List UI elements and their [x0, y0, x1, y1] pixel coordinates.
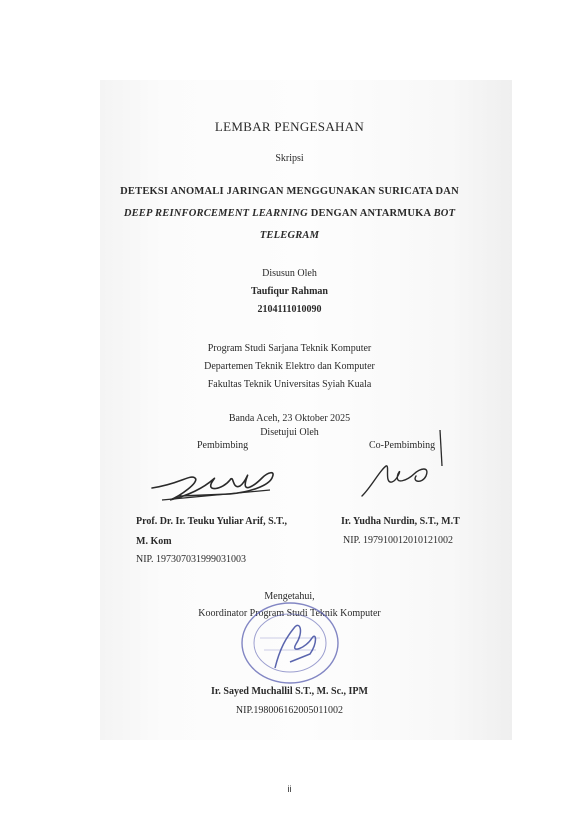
co-supervisor-name: Ir. Yudha Nurdin, S.T., M.T [341, 516, 460, 527]
thesis-title-italic-end: BOT [433, 208, 456, 219]
co-supervisor-label: Co-Pembimbing [369, 440, 436, 451]
author-nim: 2104111010090 [257, 304, 322, 315]
author-label: Disusun Oleh [262, 268, 317, 279]
author-name: Taufiqur Rahman [251, 286, 328, 297]
thesis-title-normal-phrase: DENGAN ANTARMUKA [307, 208, 434, 219]
thesis-title-line-2 [0, 208, 579, 219]
page-title: LEMBAR PENGESAHAN [214, 119, 365, 134]
page-number: ii [287, 784, 292, 794]
supervisor-name: Prof. Dr. Ir. Teuku Yuliar Arif, S.T., [136, 516, 288, 527]
thesis-title-line-3: TELEGRAM [259, 230, 320, 241]
acknowledged-label: Mengetahui, [264, 591, 315, 602]
coordinator-name: Ir. Sayed Muchallil S.T., M. Sc., IPM [211, 686, 368, 697]
coordinator-nip: NIP.198006162005011002 [235, 705, 344, 716]
faculty: Fakultas Teknik Universitas Syiah Kuala [207, 379, 372, 390]
co-supervisor-nip: NIP. 197910012010121002 [343, 535, 454, 546]
official-stamp [220, 598, 360, 688]
document-type: Skripsi [275, 153, 304, 164]
department: Departemen Teknik Elektro dan Komputer [204, 361, 375, 372]
supervisor-name-continued: M. Kom [136, 536, 172, 547]
co-supervisor-signature [358, 430, 448, 505]
thesis-title-italic-phrase: DEEP REINFORCEMENT LEARNING [123, 208, 308, 219]
supervisor-nip: NIP. 197307031999031003 [136, 554, 247, 565]
study-program: Program Studi Sarjana Teknik Komputer [207, 343, 372, 354]
place-date: Banda Aceh, 23 Oktober 2025 [228, 413, 351, 424]
supervisor-signature [150, 460, 290, 510]
supervisor-label: Pembimbing [197, 440, 249, 451]
thesis-title-line-1: DETEKSI ANOMALI JARINGAN MENGGUNAKAN SURICATA DAN [120, 186, 459, 197]
coordinator-role: Koordinator Program Studi Teknik Komputer [198, 608, 381, 619]
approved-by-label: Disetujui Oleh [260, 427, 319, 438]
